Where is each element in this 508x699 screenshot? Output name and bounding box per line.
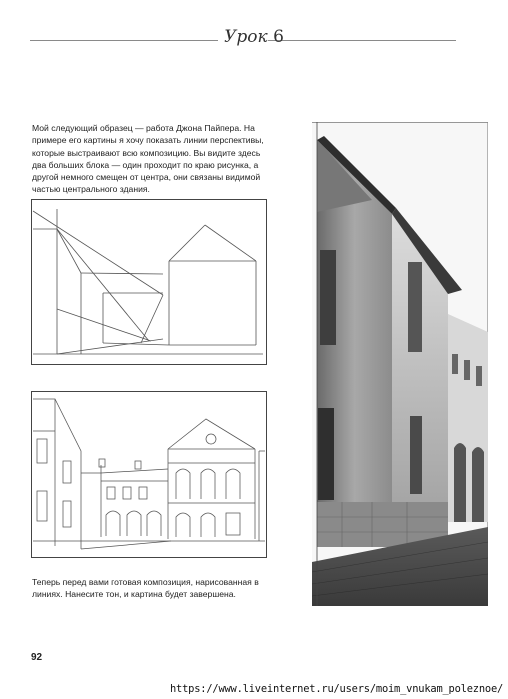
pencil-building-drawing (312, 122, 488, 606)
watermark-url: https://www.liveinternet.ru/users/moim_vnukam_poleznoe/ (170, 683, 504, 695)
page-number: 92 (31, 652, 43, 663)
lesson-title (0, 27, 508, 47)
lesson-number: 6 (273, 27, 284, 47)
perspective-lines-figure (31, 199, 267, 365)
figure-caption: Теперь перед вами готовая композиция, нарисованная в линиях. Нанесите тон, и картина будет завершена. (32, 577, 259, 600)
buildings-line-drawing (31, 391, 267, 558)
lesson-word: Урок (224, 27, 268, 47)
intro-paragraph: Мой следующий образец — работа Джона Пайпера. На примере его картины я хочу показать линии перспективы, которые выстраивают всю композицию. Вы видите здесь два больших блока — один проходит по краю рисунка, а другой немного смещен от центра, они связаны видимой частью центрального здания. (32, 123, 264, 195)
